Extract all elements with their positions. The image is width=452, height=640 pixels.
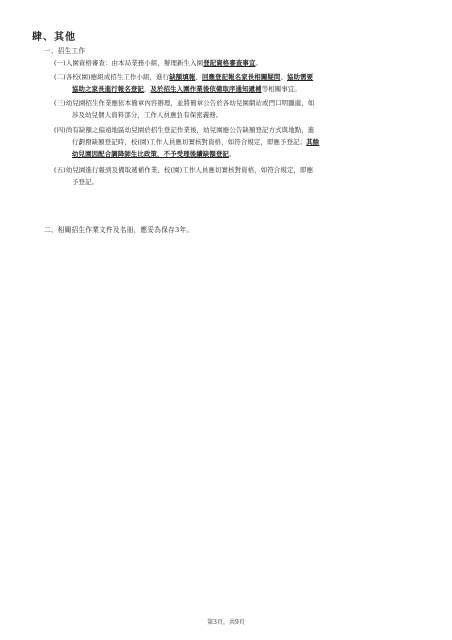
list-item (54, 97, 422, 121)
text-segment: 。 (255, 59, 263, 67)
underlined-text: 及於招生入園作業後依備取序通知遞補 (150, 85, 262, 93)
underlined-text: 幼兒園因配合調降師生比政策，不予受理後續缺額登記 (72, 150, 229, 158)
list-item-line (54, 148, 422, 160)
text-segment: 予登記。 (72, 178, 99, 186)
underlined-text: 協助需要 (287, 73, 314, 81)
list-item-line (54, 136, 422, 148)
section2-title: 二、相關招生作業文件及名冊，應妥為保存3年。 (44, 226, 194, 234)
text-segment: 、 (280, 73, 287, 81)
text-segment: 。 (228, 150, 236, 158)
list-item-line (54, 83, 422, 95)
list-item (54, 71, 422, 95)
list-item-line (54, 97, 422, 109)
underlined-text: 其餘 (306, 138, 320, 146)
text-segment: 行劃撥缺額登記時，校(園)工作人員應切實核對資格，如符合規定，即應予登記； (72, 138, 307, 146)
page-footer: 第3頁，共9頁 (207, 619, 245, 626)
section1-title: 一、招生工作 (44, 47, 86, 55)
underlined-text: 缺額填報 (169, 73, 196, 81)
list-item-line (54, 124, 422, 136)
underlined-text: 協助之家長進行報名登記 (72, 85, 144, 93)
list-item-line (54, 57, 422, 69)
text-segment: (五)幼兒園進行報到及備取遞補作業，校(園)工作人員應切實核對資格，如符合規定，即應 (54, 166, 314, 174)
list-item-line (54, 164, 422, 176)
text-segment: (一)入園資格審查：由本局業務小組，辦理新生入園 (54, 59, 204, 67)
list-item-line (54, 176, 422, 188)
text-segment: 涉及幼兒個人資料部分，工作人員應負有保密義務。 (72, 111, 223, 119)
text-segment: ， (143, 85, 151, 93)
text-segment: (二)各校(園)應組成招生工作小組，進行 (54, 73, 170, 81)
list-item-line (54, 109, 422, 121)
list-item (54, 124, 422, 160)
section-heading: 肆、其他 (32, 32, 76, 43)
text-segment: (三)幼兒園招生作業應依本簡章內容辦理，並將簡章公告於各幼兒園網站或門口明顯處，如 (54, 99, 315, 107)
underlined-text: 登記資格審查事宜 (203, 59, 256, 67)
underlined-text: 回應登記報名家長相關疑問 (201, 73, 281, 81)
list-item (54, 57, 422, 69)
text-segment: (四)尚有缺額之偏遠地區幼兒園於招生登記作業後，幼兒園應公告缺額登記方式與地點，進 (54, 126, 315, 134)
text-segment: 等相關事宜。 (261, 85, 301, 93)
list-item-line (54, 71, 422, 83)
list-item (54, 164, 422, 188)
text-segment: 、 (195, 73, 202, 81)
